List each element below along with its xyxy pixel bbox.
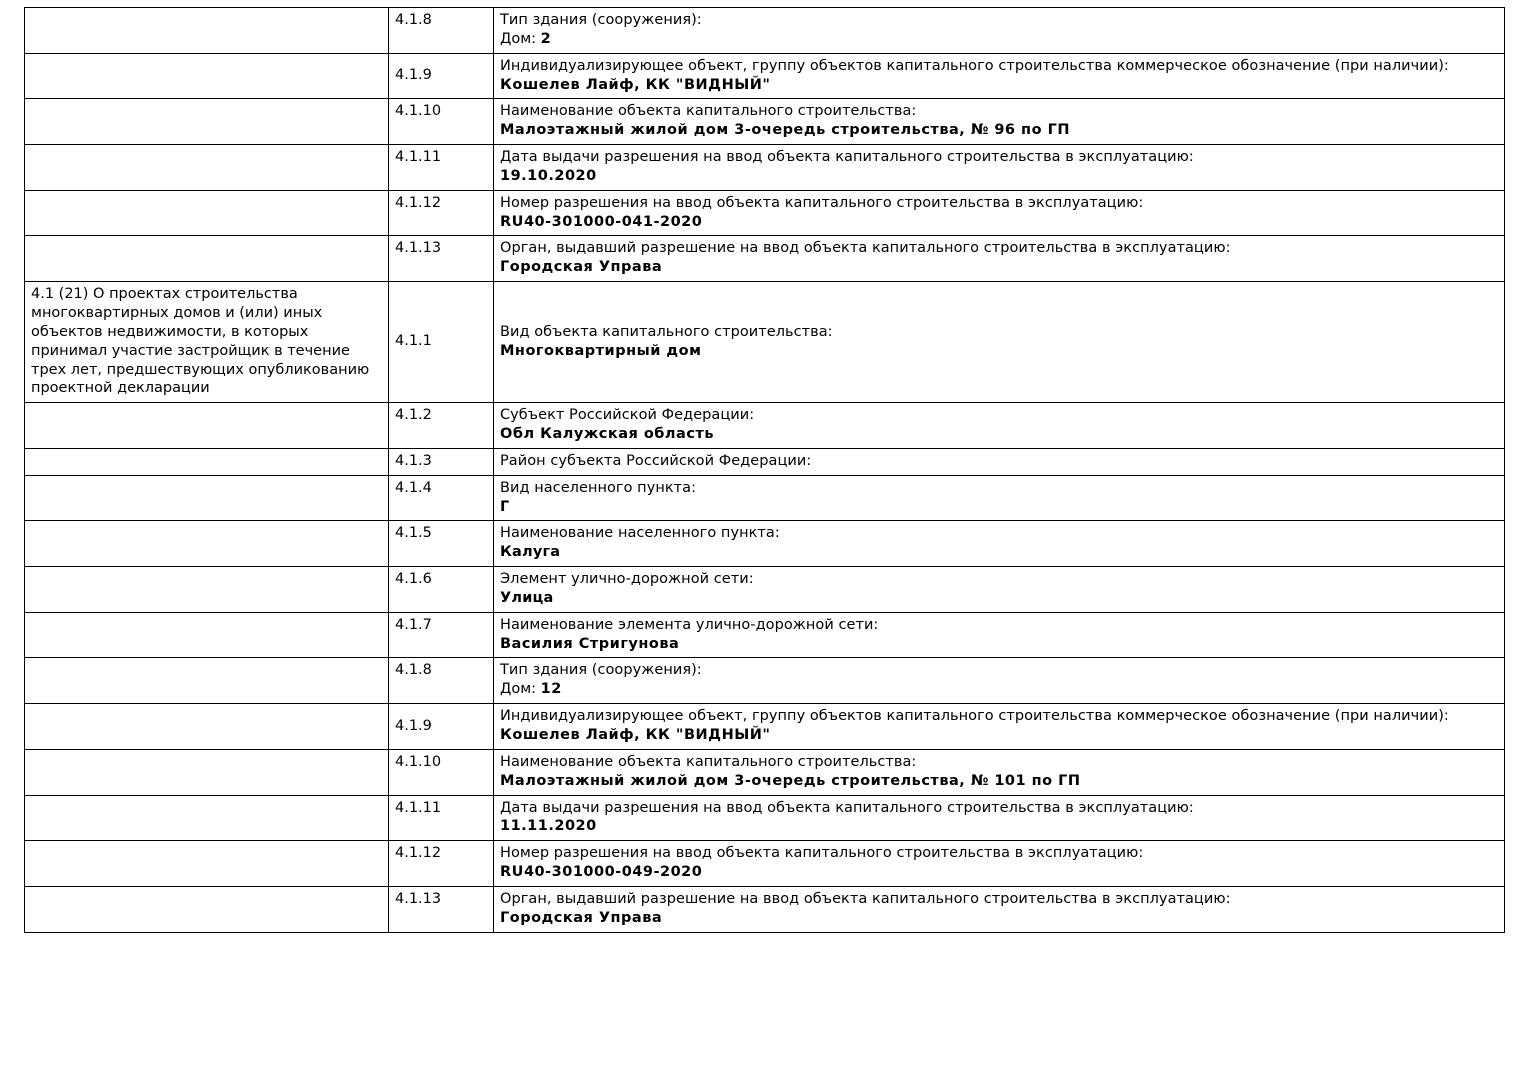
item-label: Вид объекта капитального строительства: — [500, 323, 833, 340]
item-label: Субъект Российской Федерации: — [500, 407, 755, 424]
table-row — [25, 612, 1505, 658]
table-row — [25, 795, 1505, 841]
item-value — [494, 658, 1505, 704]
item-value — [494, 795, 1505, 841]
section-cell-empty — [25, 658, 389, 704]
item-label: Наименование населенного пункта: — [500, 525, 780, 542]
item-label: Номер разрешения на ввод объекта капитального строительства в эксплуатацию: — [500, 845, 1144, 862]
item-label: Дата выдачи разрешения на ввод объекта капитального строительства в эксплуатацию: — [500, 799, 1194, 816]
value-text: Городская Управа — [500, 909, 663, 926]
value-text: Калуга — [500, 544, 561, 561]
section-cell-empty — [25, 612, 389, 658]
item-label: Район субъекта Российской Федерации: — [500, 452, 812, 469]
section-cell-empty — [25, 841, 389, 887]
value-text: Городская Управа — [500, 259, 663, 276]
item-number: 4.1.7 — [389, 612, 494, 658]
item-label: Номер разрешения на ввод объекта капитального строительства в эксплуатацию: — [500, 194, 1144, 211]
item-number: 4.1.11 — [389, 795, 494, 841]
value-prefix-text: Дом: — [500, 30, 541, 47]
item-value — [494, 282, 1505, 403]
value-text: 11.11.2020 — [500, 818, 597, 835]
section-title-cell: 4.1 (21) О проектах строительства многоквартирных домов и (или) иных объектов недвижимости, в которых принимал участие застройщик в течение трех лет, предшествующих опубликованию проектной декларации — [25, 282, 389, 403]
section-cell-empty — [25, 403, 389, 449]
item-value — [494, 53, 1505, 99]
item-label: Наименование элемента улично-дорожной сети: — [500, 616, 879, 633]
item-number: 4.1.8 — [389, 8, 494, 54]
section-cell-empty — [25, 53, 389, 99]
item-value — [494, 841, 1505, 887]
section-cell-empty — [25, 521, 389, 567]
value-text: Г — [500, 498, 510, 515]
value-text: Кошелев Лайф, КК "ВИДНЫЙ" — [500, 727, 771, 743]
item-number: 4.1.5 — [389, 521, 494, 567]
table-row — [25, 658, 1505, 704]
item-label: Элемент улично-дорожной сети: — [500, 571, 754, 588]
item-value — [494, 403, 1505, 449]
item-number: 4.1.10 — [389, 99, 494, 145]
item-value — [494, 190, 1505, 236]
item-label: Вид населенного пункта: — [500, 479, 697, 496]
table-row — [25, 841, 1505, 887]
section-cell-empty — [25, 475, 389, 521]
item-number: 4.1.6 — [389, 567, 494, 613]
item-value — [494, 99, 1505, 145]
item-number: 4.1.12 — [389, 841, 494, 887]
item-number: 4.1.3 — [389, 448, 494, 475]
item-value — [494, 145, 1505, 191]
section-cell-empty — [25, 704, 389, 750]
value-text: 19.10.2020 — [500, 167, 597, 184]
value-text: Василия Стригунова — [500, 635, 680, 652]
item-label: Тип здания (сооружения): — [500, 662, 702, 679]
value-text: Кошелев Лайф, КК "ВИДНЫЙ" — [500, 76, 771, 93]
item-number: 4.1.4 — [389, 475, 494, 521]
table-row — [25, 145, 1505, 191]
section-cell-empty — [25, 795, 389, 841]
item-value — [494, 448, 1505, 475]
table-row — [25, 282, 1505, 403]
value-text: Малоэтажный жилой дом 3-очередь строительства, № 101 по ГП — [500, 772, 1081, 789]
section-cell-empty — [25, 448, 389, 475]
item-number: 4.1.10 — [389, 749, 494, 795]
value-text: 2 — [540, 30, 552, 47]
declaration-table — [24, 7, 1505, 933]
item-value — [494, 475, 1505, 521]
section-cell-empty — [25, 145, 389, 191]
table-row — [25, 53, 1505, 99]
item-value — [494, 886, 1505, 932]
value-text: RU40-301000-041-2020 — [500, 213, 703, 230]
item-value-prefix — [500, 681, 562, 697]
item-value — [494, 567, 1505, 613]
section-cell-empty — [25, 8, 389, 54]
section-cell-empty — [25, 567, 389, 613]
table-row — [25, 403, 1505, 449]
section-cell-empty — [25, 886, 389, 932]
table-row — [25, 521, 1505, 567]
table-row — [25, 704, 1505, 750]
item-value-prefix — [500, 31, 551, 47]
item-number: 4.1.13 — [389, 236, 494, 282]
value-text: Многоквартирный дом — [500, 342, 702, 359]
item-label: Индивидуализирующее объект, группу объектов капитального строительства коммерческое обозначение (при наличии): — [500, 57, 1449, 74]
section-cell-empty — [25, 749, 389, 795]
table-row — [25, 236, 1505, 282]
table-row — [25, 886, 1505, 932]
item-label: Индивидуализирующее объект, группу объектов капитального строительства коммерческое обозначение (при наличии): — [500, 708, 1449, 725]
table-row — [25, 749, 1505, 795]
item-number: 4.1.9 — [389, 53, 494, 99]
item-number: 4.1.9 — [389, 704, 494, 750]
item-label: Наименование объекта капитального строительства: — [500, 103, 917, 120]
table-row — [25, 448, 1505, 475]
value-text: Обл Калужская область — [500, 426, 714, 443]
section-cell-empty — [25, 236, 389, 282]
value-text: RU40-301000-049-2020 — [500, 864, 703, 881]
value-text: Малоэтажный жилой дом 3-очередь строительства, № 96 по ГП — [500, 122, 1070, 139]
table-row — [25, 475, 1505, 521]
item-value — [494, 749, 1505, 795]
section-cell-empty — [25, 190, 389, 236]
table-row — [25, 8, 1505, 54]
item-number: 4.1.11 — [389, 145, 494, 191]
value-text: Улица — [500, 589, 554, 606]
item-value — [494, 521, 1505, 567]
item-value — [494, 612, 1505, 658]
item-label: Орган, выдавший разрешение на ввод объекта капитального строительства в эксплуатацию: — [500, 240, 1231, 257]
item-label: Дата выдачи разрешения на ввод объекта капитального строительства в эксплуатацию: — [500, 149, 1194, 166]
value-text: 12 — [540, 681, 562, 698]
table-row — [25, 190, 1505, 236]
item-value — [494, 8, 1505, 54]
item-number: 4.1.12 — [389, 190, 494, 236]
item-number: 4.1.2 — [389, 403, 494, 449]
table-row — [25, 99, 1505, 145]
item-number: 4.1.1 — [389, 282, 494, 403]
section-cell-empty — [25, 99, 389, 145]
item-label: Тип здания (сооружения): — [500, 12, 702, 28]
value-prefix-text: Дом: — [500, 681, 541, 698]
item-number: 4.1.8 — [389, 658, 494, 704]
item-label: Наименование объекта капитального строительства: — [500, 753, 917, 770]
item-number: 4.1.13 — [389, 886, 494, 932]
item-value — [494, 704, 1505, 750]
item-label: Орган, выдавший разрешение на ввод объекта капитального строительства в эксплуатацию: — [500, 890, 1231, 907]
table-row — [25, 567, 1505, 613]
item-value — [494, 236, 1505, 282]
